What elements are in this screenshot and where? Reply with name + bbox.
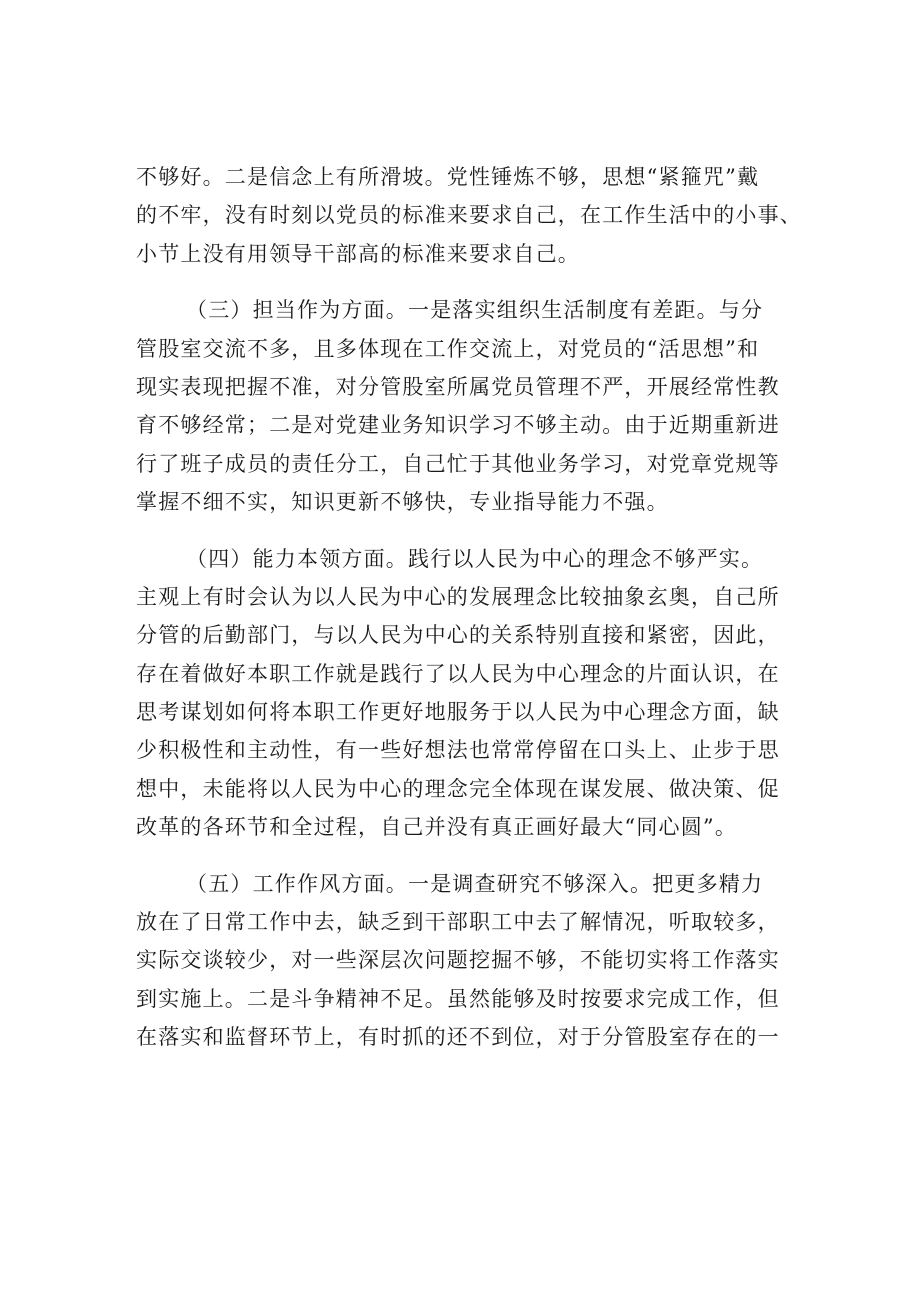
text-line: 主观上有时会认为以人民为中心的发展理念比较抽象玄奥，自己所 [136,584,780,609]
text-line: 育不够经常；二是对党建业务知识学习不够主动。由于近期重新进 [136,413,780,438]
text-line: 改革的各环节和全过程，自己并没有真正画好最大“同心圆”。 [136,815,738,840]
text-line: 少积极性和主动性，有一些好想法也常常停留在口头上、止步于思 [136,738,780,763]
paragraph-work-style [136,865,796,1057]
text-line: 到实施上。二是斗争精神不足。虽然能够及时按要求完成工作，但 [136,986,780,1011]
text-line: 管股室交流不多，且多体现在工作交流上，对党员的“活思想”和 [136,336,760,361]
text-line: 存在着做好本职工作就是践行了以人民为中心理念的片面认识，在 [136,661,780,686]
paragraph-responsibility [136,291,796,521]
text-line: 行了班子成员的责任分工，自己忙于其他业务学习，对党章党规等 [136,451,780,476]
text-line: （三）担当作为方面。一是落实组织生活制度有差距。与分 [186,298,764,323]
text-line: 放在了日常工作中去，缺乏到干部职工中去了解情况，听取较多， [136,910,780,935]
text-line: 实际交谈较少，对一些深层次问题挖掘不够，不能切实将工作落实 [136,948,780,973]
text-line: （五）工作作风方面。一是调查研究不够深入。把更多精力 [186,871,764,896]
text-line: 小节上没有用领导干部高的标准来要求自己。 [136,241,580,266]
text-line: 分管的后勤部门，与以人民为中心的关系特别直接和紧密，因此， [136,623,780,648]
text-line: 不够好。二是信念上有所滑坡。党性锤炼不够，思想“紧箍咒”戴 [136,165,760,189]
text-line: 在落实和监督环节上，有时抓的还不到位，对于分管股室存在的一 [136,1025,780,1050]
text-line: （四）能力本领方面。践行以人民为中心的理念不够严实。 [186,546,764,571]
paragraph-continuation [136,158,802,273]
text-line: 现实表现把握不准，对分管股室所属党员管理不严，开展经常性教 [136,374,780,399]
text-line: 想中，未能将以人民为中心的理念完全体现在谋发展、做决策、促 [136,776,780,801]
text-line: 掌握不细不实，知识更新不够快，专业指导能力不强。 [136,490,669,515]
document-body [136,158,802,1057]
text-line: 思考谋划如何将本职工作更好地服务于以人民为中心理念方面，缺 [136,700,780,725]
text-line: 的不牢，没有时刻以党员的标准来要求自己，在工作生活中的小事、 [136,203,802,228]
paragraph-ability [136,540,796,847]
